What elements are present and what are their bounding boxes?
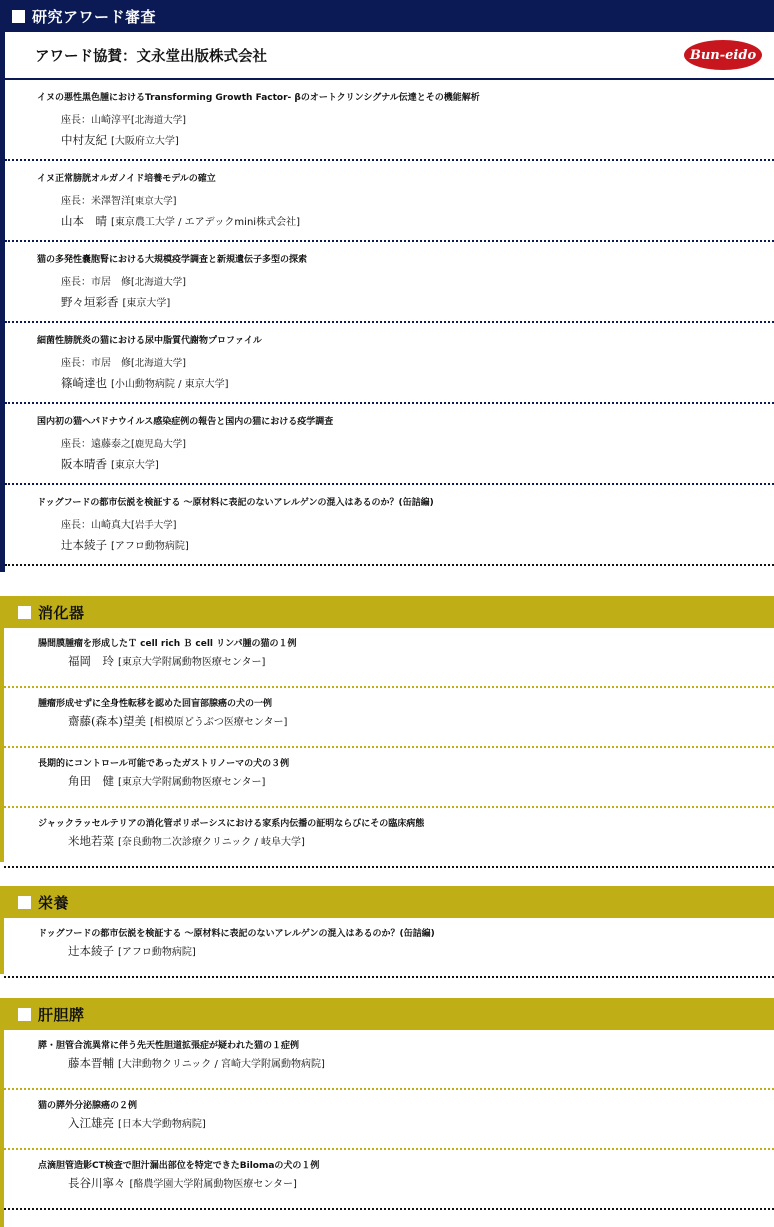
speaker-line <box>38 833 774 849</box>
presentation-title: 猫の膵外分泌腺癌の２例 <box>38 1101 138 1111</box>
presentation-title: ドッグフードの都市伝説を検証する ～原材料に表記のないアレルゲンの混入はあるのか？(缶詰編) <box>37 498 434 508</box>
speaker-line <box>38 773 774 789</box>
speaker-line <box>38 943 774 959</box>
chair-line <box>37 192 774 207</box>
chair-affiliation: [北海道大学] <box>131 277 186 288</box>
speaker-affiliation: [日本大学動物病院] <box>118 1119 206 1130</box>
speaker-name: 篠崎達也 <box>61 376 107 390</box>
speaker-name: 福岡 玲 <box>68 654 114 668</box>
award-sponsor <box>5 32 774 80</box>
speaker-name: 中村友紀 <box>61 133 107 147</box>
presentation-title: ドッグフードの都市伝説を検証する ～原材料に表記のないアレルゲンの混入はあるのか？(缶詰編) <box>38 929 435 939</box>
digestive-header-label: 消化器 <box>38 603 85 622</box>
nutrition-header <box>0 886 774 918</box>
square-icon <box>12 10 25 23</box>
hepatobiliary-section <box>0 998 774 1227</box>
chair-name: 遠藤泰之 <box>91 439 131 450</box>
speaker-name: 長谷川寧々 <box>68 1176 126 1190</box>
presentation-title: 国内初の猫ヘパドナウイルス感染症例の報告と国内の猫における疫学調査 <box>37 417 334 427</box>
speaker-affiliation: [大阪府立大学] <box>111 136 179 147</box>
digestive-entry <box>4 808 774 868</box>
presentation-title: 細菌性膀胱炎の猫における尿中脂質代謝物プロファイル <box>37 336 262 346</box>
speaker-affiliation: [奈良動物二次診療クリニック / 岐阜大学] <box>118 837 305 848</box>
chair-name: 市居 修 <box>91 358 131 369</box>
speaker-affiliation: [相模原どうぶつ医療センター] <box>149 717 288 728</box>
presentation-title: イヌ正常膀胱オルガノイド培養モデルの確立 <box>37 174 216 184</box>
chair-line <box>37 111 774 126</box>
chair-prefix: 座長： <box>61 439 91 450</box>
speaker-line <box>37 294 774 310</box>
speaker-line <box>37 456 774 472</box>
chair-affiliation: [北海道大学] <box>131 358 186 369</box>
chair-affiliation: [鹿児島大学] <box>131 439 186 450</box>
square-icon <box>18 1008 31 1021</box>
chair-prefix: 座長： <box>61 196 91 207</box>
hepatobiliary-header <box>0 998 774 1030</box>
presentation-title: 長期的にコントロール可能であったガストリノーマの犬の３例 <box>38 759 290 769</box>
digestive-header <box>0 596 774 628</box>
presentation-title: 腫瘤形成せずに全身性転移を認めた回盲部腺癌の犬の一例 <box>38 699 273 709</box>
speaker-name: 阪本晴香 <box>61 457 107 471</box>
chair-name: 米澤智洋 <box>91 196 131 207</box>
speaker-affiliation: [東京大学] <box>122 298 171 309</box>
chair-prefix: 座長： <box>61 520 91 531</box>
speaker-name: 辻本綾子 <box>61 538 107 552</box>
speaker-affiliation: [東京大学附属動物医療センター] <box>118 777 266 788</box>
speaker-affiliation: [大津動物クリニック / 宮崎大学附属動物病院] <box>118 1059 325 1070</box>
presentation-title: ジャックラッセルテリアの消化管ポリポーシスにおける家系内伝播の証明ならびにその臨床病態 <box>38 819 425 829</box>
speaker-name: 野々垣彩香 <box>61 295 119 309</box>
speaker-name: 角田 健 <box>68 774 114 788</box>
award-entry <box>5 485 774 566</box>
chair-affiliation: [東京大学] <box>131 196 177 207</box>
sponsor-label: アワード協賛：文永堂出版株式会社 <box>35 48 267 65</box>
award-entry <box>5 242 774 323</box>
chair-name: 山崎真大 <box>91 520 131 531</box>
speaker-line <box>38 1175 774 1191</box>
award-entry <box>5 323 774 404</box>
award-header-label: 研究アワード審査 <box>32 7 157 26</box>
bun-eido-logo: Bun-eido <box>684 40 762 70</box>
hepatobiliary-entry <box>4 1030 774 1090</box>
nutrition-entry-list <box>0 918 774 974</box>
award-entry-list <box>5 80 774 566</box>
speaker-line <box>38 653 774 669</box>
nutrition-entry <box>4 918 774 978</box>
nutrition-section <box>0 886 774 974</box>
hepatobiliary-header-label: 肝胆膵 <box>38 1005 85 1024</box>
digestive-entry <box>4 748 774 808</box>
digestive-section <box>0 596 774 862</box>
digestive-entry <box>4 628 774 688</box>
presentation-title: 点滴胆管造影CT検査で胆汁漏出部位を特定できたBilomaの犬の１例 <box>38 1161 320 1171</box>
speaker-name: 山本 晴 <box>61 214 107 228</box>
speaker-line <box>38 1115 774 1131</box>
chair-prefix: 座長： <box>61 358 91 369</box>
chair-affiliation: [岩手大学] <box>131 520 177 531</box>
speaker-affiliation: [東京大学] <box>111 460 159 471</box>
award-body <box>0 32 774 572</box>
chair-line <box>37 273 774 288</box>
digestive-entry-list <box>0 628 774 862</box>
speaker-affiliation: [東京大学附属動物医療センター] <box>118 657 266 668</box>
chair-name: 市居 修 <box>91 277 131 288</box>
speaker-name: 辻本綾子 <box>68 944 114 958</box>
square-icon <box>18 606 31 619</box>
nutrition-header-label: 栄養 <box>38 893 70 912</box>
speaker-name: 入江雄亮 <box>68 1116 114 1130</box>
award-section <box>0 0 774 572</box>
speaker-line <box>37 375 774 391</box>
presentation-title: 膵・胆管合流異常に伴う先天性胆道拡張症が疑われた猫の１症例 <box>38 1041 300 1051</box>
chair-line <box>37 516 774 531</box>
speaker-name: 齋藤(森本)望美 <box>68 714 146 728</box>
presentation-title: 腸間膜腫瘤を形成したＴ cell rich Ｂ cell リンパ腫の猫の１例 <box>38 639 297 649</box>
award-entry <box>5 80 774 161</box>
speaker-line <box>38 1055 774 1071</box>
chair-prefix: 座長： <box>61 115 91 126</box>
hepatobiliary-entry <box>4 1150 774 1210</box>
speaker-name: 藤本晋輔 <box>68 1056 114 1070</box>
digestive-entry <box>4 688 774 748</box>
speaker-line <box>37 537 774 553</box>
award-entry <box>5 404 774 485</box>
square-icon <box>18 896 31 909</box>
award-header <box>0 0 774 32</box>
hepatobiliary-entry-list <box>0 1030 774 1227</box>
speaker-line <box>37 132 774 148</box>
speaker-affiliation: [アフロ動物病院] <box>118 947 196 958</box>
speaker-affiliation: [東京農工大学 / エアデックmini株式会社] <box>111 217 300 228</box>
presentation-title: 猫の多発性嚢胞腎における大規模疫学調査と新規遺伝子多型の探索 <box>37 255 308 265</box>
hepatobiliary-entry <box>4 1090 774 1150</box>
speaker-affiliation: [アフロ動物病院] <box>111 541 189 552</box>
chair-line <box>37 354 774 369</box>
presentation-title: イヌの悪性黒色腫におけるTransforming Growth Factor- βのオートクリンシグナル伝達とその機能解析 <box>37 93 480 103</box>
award-entry <box>5 161 774 242</box>
chair-affiliation: [北海道大学] <box>131 115 186 126</box>
chair-name: 山崎淳平 <box>91 115 131 126</box>
speaker-affiliation: [小山動物病院 / 東京大学] <box>111 379 229 390</box>
chair-line <box>37 435 774 450</box>
speaker-line <box>38 713 774 729</box>
chair-prefix: 座長： <box>61 277 91 288</box>
speaker-name: 米地若菜 <box>68 834 114 848</box>
speaker-affiliation: [酪農学園大学附属動物医療センター] <box>129 1179 297 1190</box>
speaker-line <box>37 213 774 229</box>
